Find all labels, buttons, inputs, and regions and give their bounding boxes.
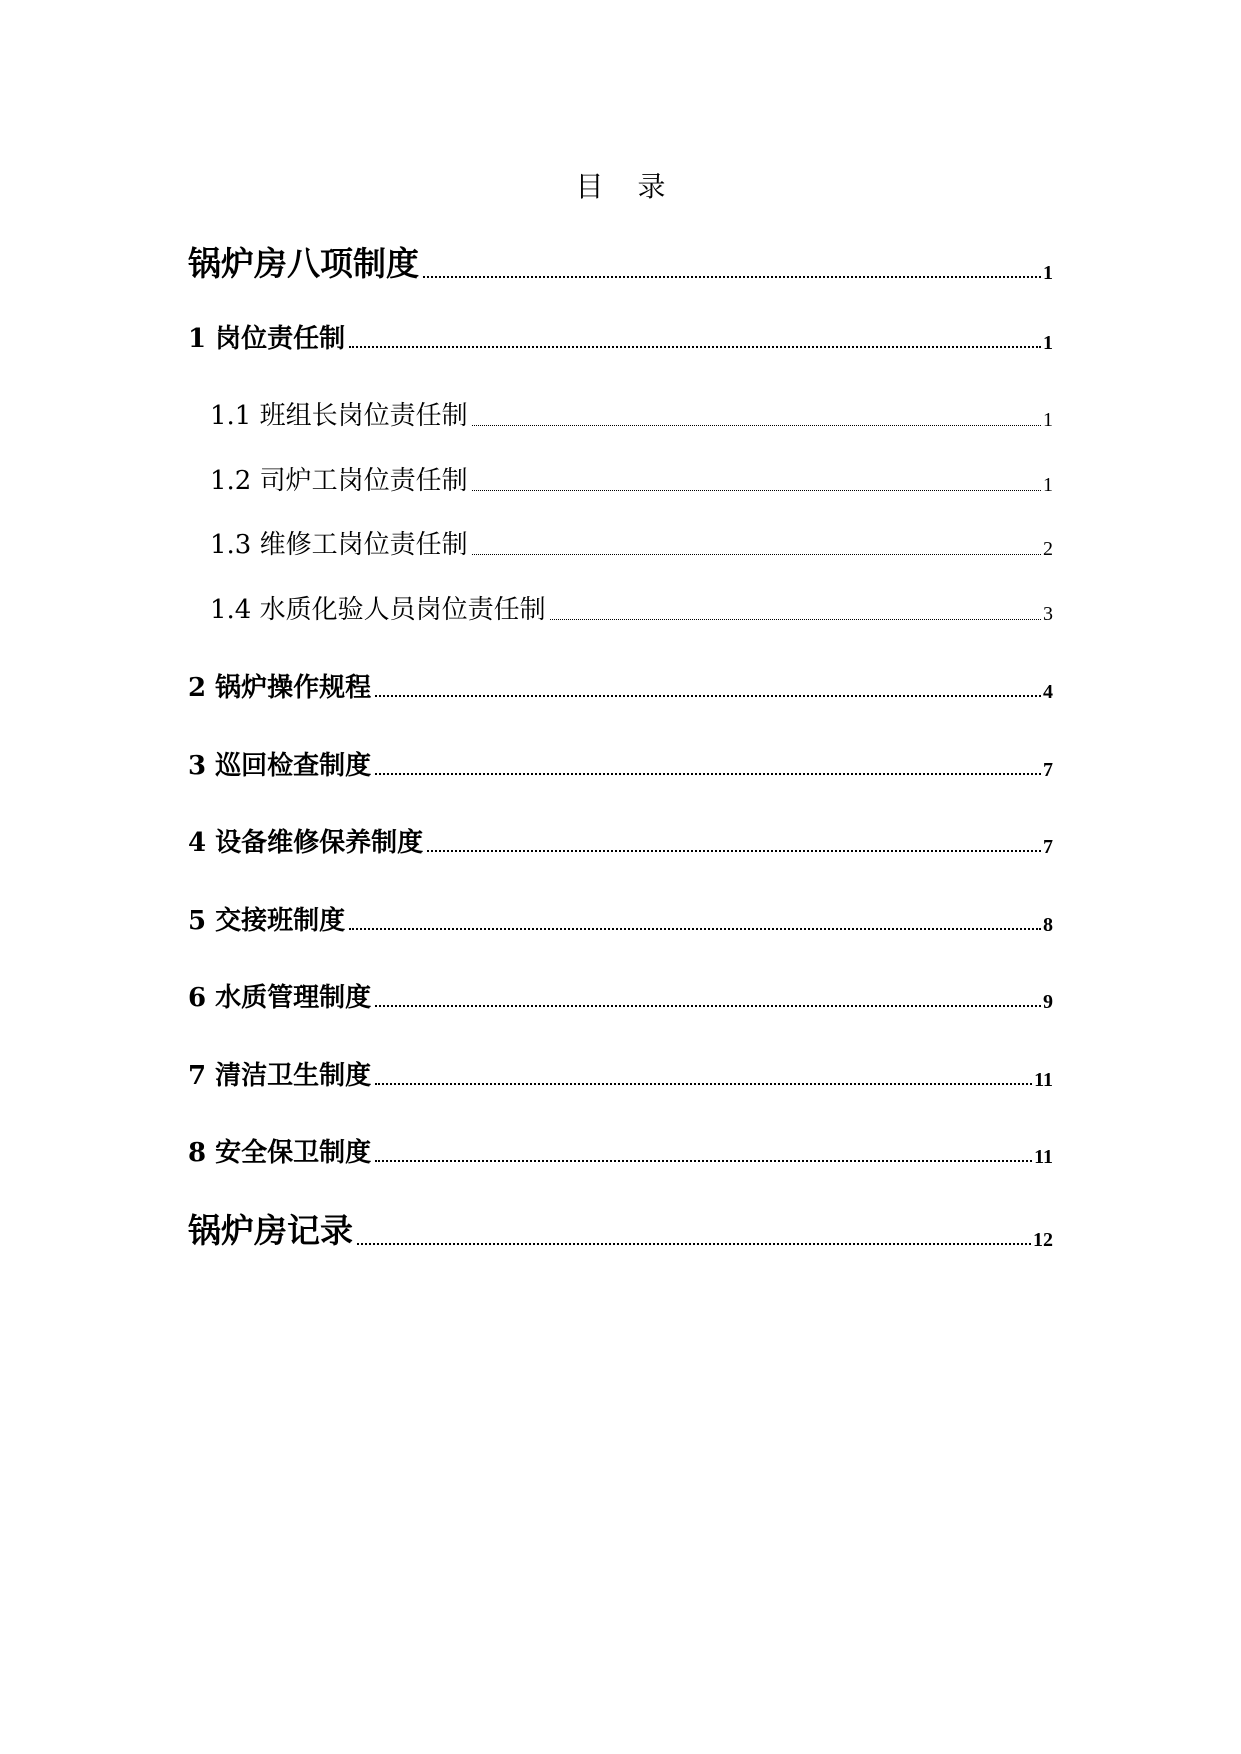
- toc-entry-page-number: 12: [1033, 1229, 1053, 1251]
- toc-entry-label: 6 水质管理制度: [188, 983, 372, 1013]
- toc-entry-page-number: 1: [1043, 332, 1053, 354]
- toc-entry-label: 7 清洁卫生制度: [188, 1061, 372, 1091]
- toc-leader-dots: [375, 1160, 1032, 1162]
- toc-entry[interactable]: [188, 1055, 1053, 1092]
- toc-leader-dots: [357, 1243, 1031, 1245]
- toc-entry-label: 1.2 司炉工岗位责任制: [210, 466, 468, 496]
- toc-entry-page-number: 4: [1043, 681, 1053, 703]
- toc-entry[interactable]: [188, 1132, 1053, 1169]
- toc-entry[interactable]: [188, 238, 1053, 285]
- toc-leader-dots: [375, 1005, 1041, 1007]
- toc-leader-dots: [472, 554, 1041, 555]
- toc-title: 目录: [575, 170, 700, 203]
- toc-entry-label: 2 锅炉操作规程: [188, 673, 372, 703]
- toc-entry-page-number: 8: [1043, 914, 1053, 936]
- toc-entry-label: 锅炉房记录: [188, 1211, 353, 1250]
- toc-entry[interactable]: [188, 667, 1053, 704]
- toc-entry-label: 1.1 班组长岗位责任制: [210, 401, 468, 431]
- toc-entry[interactable]: [188, 745, 1053, 782]
- toc-leader-dots: [423, 276, 1041, 278]
- toc-entry[interactable]: [210, 395, 1053, 432]
- toc-entry-page-number: 1: [1043, 262, 1053, 284]
- toc-entry[interactable]: [188, 1205, 1053, 1252]
- toc-entry[interactable]: [210, 524, 1053, 561]
- toc-leader-dots: [375, 695, 1041, 697]
- toc-leader-dots: [349, 346, 1041, 348]
- toc-entry-label: 1.3 维修工岗位责任制: [210, 530, 468, 560]
- toc-leader-dots: [472, 425, 1041, 426]
- toc-entry-label: 4 设备维修保养制度: [188, 828, 424, 858]
- toc-leader-dots: [427, 850, 1041, 852]
- toc-entry-page-number: 11: [1034, 1146, 1053, 1168]
- toc-leader-dots: [550, 619, 1041, 620]
- toc-entry-page-number: 3: [1043, 603, 1053, 625]
- toc-entry-label: 锅炉房八项制度: [188, 244, 419, 283]
- toc-entry[interactable]: [188, 900, 1053, 937]
- toc-entry[interactable]: [188, 318, 1053, 355]
- toc-entry-page-number: 11: [1034, 1069, 1053, 1091]
- toc-entry-page-number: 1: [1043, 474, 1053, 496]
- toc-entry[interactable]: [210, 460, 1053, 497]
- toc-entry-page-number: 1: [1043, 409, 1053, 431]
- toc-entry-label: 5 交接班制度: [188, 906, 346, 936]
- toc-leader-dots: [375, 773, 1041, 775]
- toc-entry-label: 8 安全保卫制度: [188, 1138, 372, 1168]
- toc-entry-label: 1 岗位责任制: [188, 324, 346, 354]
- toc-leader-dots: [349, 928, 1041, 930]
- toc-entry-label: 1.4 水质化验人员岗位责任制: [210, 595, 546, 625]
- toc-entry[interactable]: [188, 977, 1053, 1014]
- toc-entry-page-number: 9: [1043, 991, 1053, 1013]
- toc-entry-label: 3 巡回检查制度: [188, 751, 372, 781]
- toc-leader-dots: [472, 490, 1041, 491]
- toc-entry-page-number: 7: [1043, 759, 1053, 781]
- toc-entry-page-number: 2: [1043, 538, 1053, 560]
- toc-entry[interactable]: [210, 589, 1053, 626]
- toc-leader-dots: [375, 1083, 1032, 1085]
- toc-entry[interactable]: [188, 822, 1053, 859]
- toc-entry-page-number: 7: [1043, 836, 1053, 858]
